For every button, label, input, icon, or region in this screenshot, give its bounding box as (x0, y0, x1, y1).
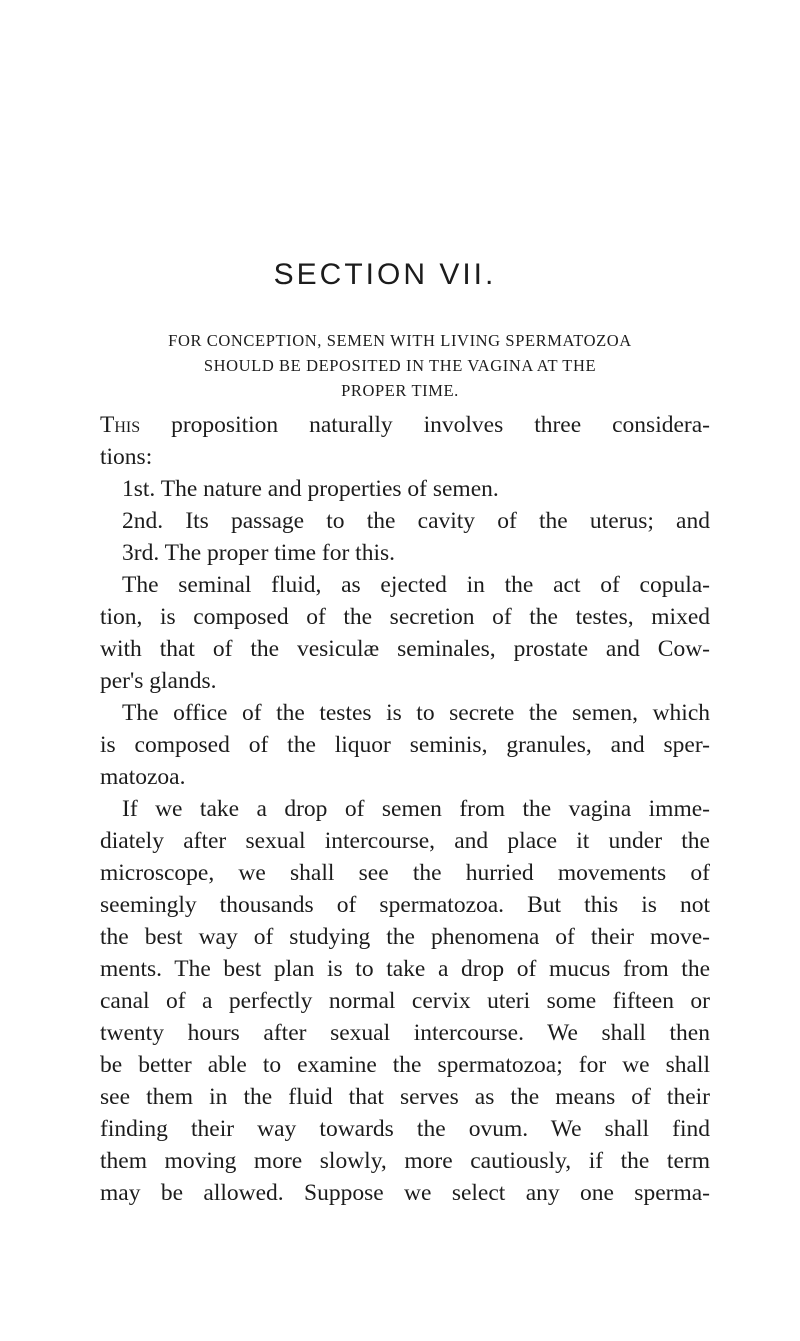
text-line: the best way of studying the phenomena of their move- (100, 924, 710, 950)
text-line: diately after sexual intercourse, and place it under the (100, 828, 710, 854)
text-line (100, 409, 710, 441)
subtitle-line: FOR CONCEPTION, SEMEN WITH LIVING SPERMATOZOA (168, 331, 632, 350)
text-line: is composed of the liquor seminis, granules, and sper- (100, 732, 710, 758)
text-line: 1st. The nature and properties of semen. (122, 476, 499, 502)
text-line: microscope, we shall see the hurried movements of (100, 860, 710, 886)
text-line: canal of a perfectly normal cervix uteri some fifteen or (100, 988, 710, 1014)
text-line: The office of the testes is to secrete the semen, which (122, 700, 710, 726)
text-line: 2nd. Its passage to the cavity of the uterus; and (122, 508, 710, 534)
subtitle-line: SHOULD BE DEPOSITED IN THE VAGINA AT THE (203, 356, 597, 375)
text-line: twenty hours after sexual intercourse. We shall then (100, 1020, 710, 1046)
text-line: The seminal fluid, as ejected in the act of copula- (122, 572, 710, 598)
text-line: tions: (100, 444, 153, 470)
text-line: seemingly thousands of spermatozoa. But this is not (100, 892, 710, 918)
text-line-rest: proposition naturally involves three considera- (140, 412, 710, 438)
text-line: may be allowed. Suppose we select any one sperma- (100, 1180, 710, 1206)
text-line: ments. The best plan is to take a drop of mucus from the (100, 956, 710, 982)
first-word: This (100, 412, 141, 438)
body-text (100, 409, 710, 1209)
text-line: If we take a drop of semen from the vagina imme- (122, 796, 710, 822)
text-line: them moving more slowly, more cautiously, if the term (100, 1148, 710, 1174)
subtitle-line: PROPER TIME. (341, 381, 459, 400)
text-line: with that of the vesiculæ seminales, prostate and Cow- (100, 636, 710, 662)
text-line: 3rd. The proper time for this. (122, 540, 396, 566)
section-title: SECTION VII. (273, 258, 497, 291)
text-line: be better able to examine the spermatozoa; for we shall (100, 1052, 710, 1078)
text-line: see them in the fluid that serves as the means of their (100, 1084, 710, 1110)
text-line: tion, is composed of the secretion of the testes, mixed (100, 604, 710, 630)
text-line: finding their way towards the ovum. We shall find (100, 1116, 710, 1142)
text-line: per's glands. (100, 668, 217, 694)
text-line: matozoa. (100, 764, 186, 790)
section-subtitle (80, 328, 720, 403)
